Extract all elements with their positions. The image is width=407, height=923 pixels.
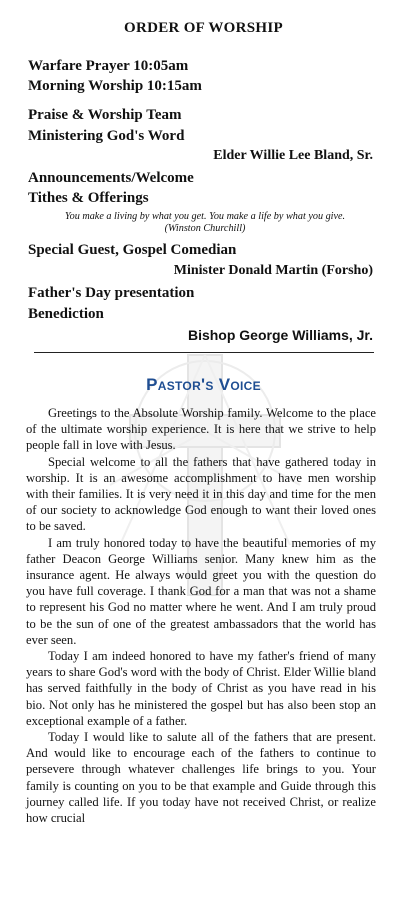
ministering-gods-word: Ministering God's Word <box>28 128 185 144</box>
paragraph: Special welcome to all the fathers that have gathered today in worship. It is an awesome accomplishment to have men worship with their families. It is very need it in this day and time for the men of our society to acknowledge God enough to want their loved ones to be saved. <box>26 454 376 534</box>
morning-worship-time: Morning Worship 10:15am <box>28 78 202 94</box>
paragraph: I am truly honored today to have the beautiful memories of my father Deacon George Williams senior. Many knew him as the insurance agent. He always would greet you with the question do you have full coverage. I thank God for a man that was not a shame to represent his God no matter where he went. And I am truly proud to be the sun of one of the greatest ambassadors that the world has ever seen. <box>26 535 376 647</box>
quote-attribution: (Winston Churchill) <box>164 223 246 234</box>
ministering-speaker: Elder Willie Lee Bland, Sr. <box>213 148 373 163</box>
paragraph: Today I would like to salute all of the fathers that are present. And would like to encourage each of the fathers to continue to persevere through whatever challenges life brings to you. Your family is counting on you to be that example and Guide through this journey called life. If you today have not received Christ, or realize how crucial <box>26 730 376 826</box>
pastors-voice-heading: Pastor's Voice <box>146 375 261 394</box>
fathers-day-presentation: Father's Day presentation <box>28 285 195 301</box>
announcements-welcome: Announcements/Welcome <box>28 170 194 186</box>
pastors-voice-body <box>26 405 376 826</box>
order-of-worship-title: ORDER OF WORSHIP <box>124 20 283 36</box>
paragraph: Greetings to the Absolute Worship family. Welcome to the place of the ultimate worship experience. It is here that we strive to help people fall in love with Jesus. <box>26 406 376 453</box>
praise-worship-team: Praise & Worship Team <box>28 107 182 123</box>
quote-line-1: You make a living by what you get. You make a life by what you give. <box>64 211 346 222</box>
tithes-offerings: Tithes & Offerings <box>28 190 149 206</box>
warfare-prayer-time: Warfare Prayer 10:05am <box>28 58 189 74</box>
benediction-speaker: Bishop George Williams, Jr. <box>187 327 373 343</box>
benediction: Benediction <box>28 306 104 322</box>
paragraph: Today I am indeed honored to have my father's friend of many years to share God's word with the body of Christ. Elder Willie bland has served faithfully in the body of Christ as you have read in his bio. Not only has he ministered the gospel but has also been stop an exceptional example of a father. <box>26 649 376 728</box>
special-guest: Special Guest, Gospel Comedian <box>28 242 237 258</box>
special-guest-name: Minister Donald Martin (Forsho) <box>173 263 373 278</box>
